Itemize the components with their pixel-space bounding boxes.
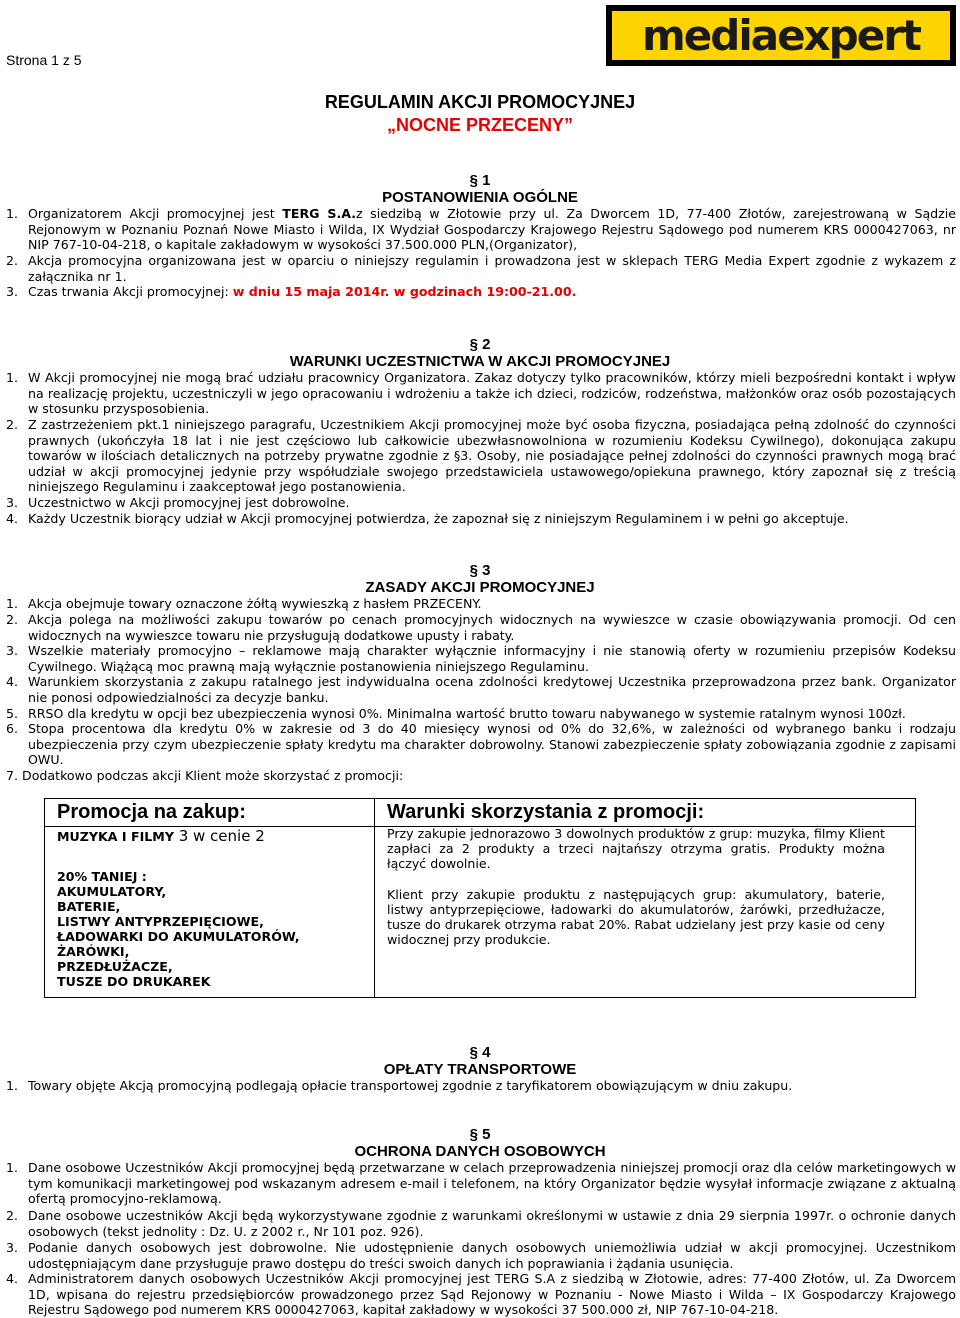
discount-line: BATERIE, bbox=[57, 899, 121, 914]
section-2-symbol: § 2 bbox=[469, 336, 491, 353]
s1-p1-company: TERG S.A. bbox=[282, 206, 357, 221]
s2-item-3 bbox=[6, 495, 956, 511]
promotion-table bbox=[44, 798, 916, 998]
s5-p4-text: Administratorem danych osobowych Uczestników Akcji promocyjnej jest TERG S.A z siedzibą w Złotowie, adres: 77-400 Złotów, ul. Za Dworcem 1D, wpisana do rejestru przedsiębiorców prowadzonego przez Sąd Rejonowy w Poznaniu - Nowe Miasto i Wilda – IX Gospodarczy Krajowego Rejestru Sądowego pod numerem KRS 0000427063, kapitał zakładowy w wysokości 37 500.000 zł, NIP 767-10-04-218. bbox=[28, 1271, 956, 1317]
section-3-symbol: § 3 bbox=[469, 562, 491, 579]
s5-p3-text: Podanie danych osobowych jest dobrowolne. Nie udostępnienie danych osobowych uniemożliwia udział w akcji promocyjnej. Uczestnikom udostępniającym dane przysługuje prawo dostępu do treści swoich danych ich poprawiania i żądania usunięcia. bbox=[28, 1240, 956, 1271]
s2-p4-text: Każdy Uczestnik biorący udział w Akcji promocyjnej potwierdza, że zapoznał się z niniejszym Regulaminem i w pełni go akceptuje. bbox=[28, 511, 849, 526]
table-header-conditions: Warunki skorzystania z promocji: bbox=[387, 801, 705, 823]
item-number: 2. bbox=[6, 612, 19, 627]
table-cell-music-films bbox=[57, 827, 367, 846]
s1-item-3 bbox=[6, 284, 956, 300]
s3-item-2 bbox=[6, 612, 956, 643]
s3-p2-text: Akcja polega na możliwości zakupu towarów po cenach promocyjnych widocznych na wywieszce w czasie obowiązywania promocji. Od cen widocznych na wywieszce towaru nie przysługują dodatkowe upusty i rabaty. bbox=[28, 612, 956, 643]
logo-text: mediaexpert bbox=[642, 11, 920, 60]
section-1-symbol: § 1 bbox=[469, 172, 491, 189]
s2-p3-text: Uczestnictwo w Akcji promocyjnej jest dobrowolne. bbox=[28, 495, 350, 510]
s3-item-7 bbox=[6, 768, 956, 784]
section-3-title: ZASADY AKCJI PROMOCYJNEJ bbox=[365, 579, 595, 596]
discount-line: PRZEDŁUŻACZE, bbox=[57, 959, 173, 974]
s1-p2-text: Akcja promocyjna organizowana jest w oparciu o niniejszy regulamin i prowadzona jest w sklepach TERG Media Expert zgodnie z wykazem z załącznika nr 1. bbox=[28, 253, 956, 284]
s1-item-2 bbox=[6, 253, 956, 284]
mediaexpert-logo bbox=[606, 5, 956, 66]
item-number: 1. bbox=[6, 370, 19, 385]
s2-item-1 bbox=[6, 370, 956, 417]
item-number: 3. bbox=[6, 643, 19, 658]
item-number: 4. bbox=[6, 511, 19, 526]
document-subtitle: „NOCNE PRZECENY” bbox=[386, 115, 574, 135]
s4-item-1 bbox=[6, 1078, 956, 1094]
s5-item-4 bbox=[6, 1271, 956, 1318]
table-cell-discount-groups bbox=[57, 869, 367, 989]
s4-p1-text: Towary objęte Akcją promocyjną podlegają opłacie transportowej zgodnie z taryfikatorem obowiązującym w dniu zakupu. bbox=[28, 1078, 793, 1093]
s3-p5-text: RRSO dla kredytu w opcji bez ubezpieczenia wynosi 0%. Minimalna wartość brutto towaru nabywanego w systemie ratalnym wynosi 100zł. bbox=[28, 706, 906, 721]
item-number: 5. bbox=[6, 706, 19, 721]
s3-p3-text: Wszelkie materiały promocyjno – reklamowe mają charakter wyłącznie informacyjny i nie stanowią oferty w rozumieniu przepisów Kodeksu Cywilnego. Wiążącą moc prawną mają wyłącznie postanowienia niniejszego Regulaminu. bbox=[28, 643, 956, 674]
s3-p7-text: 7. Dodatkowo podczas akcji Klient może skorzystać z promocji: bbox=[6, 768, 404, 783]
s3-p6-text: Stopa procentowa dla kredytu 0% w zakresie od 3 do 40 miesięcy wynosi od 0% do 32,6%, w zależności od wybranego banku i rodzaju ubezpieczenia przy czym ubezpieczenie spłaty kredytu ma charakter dobrowolny. Stanowi zabezpieczenie spłaty zobowiązania zgodnie z zapisami OWU. bbox=[28, 721, 956, 767]
section-4-title: OPŁATY TRANSPORTOWE bbox=[383, 1061, 577, 1078]
s2-p2-text: Z zastrzeżeniem pkt.1 niniejszego paragrafu, Uczestnikiem Akcji promocyjnej może być osoba fizyczna, posiadająca pełną zdolność do czynności prawnych (ukończyła 18 lat i nie jest częściowo lub całkowicie ubezwłasnowolniona w rozumieniu Kodeksu Cywilnego), dokonująca zakupu towarów w ilościach detalicznych na potrzeby prywatne zgodnie z §3. Osoby, nie posiadające pełnej zdolności do czynności prawnych mogą brać udział w akcji promocyjnej jedynie przy współudziale swojego przedstawiciela ustawowego/opiekuna prawnego, który zapoznał się z treścią niniejszego Regulaminu i zaakceptował jego postanowienia. bbox=[28, 417, 956, 494]
discount-line: LISTWY ANTYPRZEPIĘCIOWE, bbox=[57, 914, 264, 929]
discount-line: ŻARÓWKI, bbox=[57, 944, 130, 959]
item-number: 3. bbox=[6, 495, 19, 510]
s1-p1-text-a: Organizatorem Akcji promocyjnej jest bbox=[28, 206, 283, 221]
s3-item-1 bbox=[6, 596, 956, 612]
item-number: 6. bbox=[6, 721, 19, 736]
discount-line: 20% TANIEJ : bbox=[57, 869, 147, 884]
s1-p3-text: Czas trwania Akcji promocyjnej: bbox=[28, 284, 233, 299]
s2-p1-text: W Akcji promocyjnej nie mogą brać udziału pracownicy Organizatora. Zakaz dotyczy tylko pracowników, którzy mieli bezpośredni kontakt i wpływ na realizację projektu, uczestniczyli w jego opracowaniu i wdrożeniu a także ich dzieci, rodziców, rodzeństwa, małżonków oraz osób pozostających w stosunku przysposobienia. bbox=[28, 370, 956, 416]
table-header-promo: Promocja na zakup: bbox=[57, 801, 246, 823]
s5-p1-text: Dane osobowe Uczestników Akcji promocyjnej będą przetwarzane w celach przeprowadzenia niniejszej promocji oraz dla celów marketingowych w tym komunikacji marketingowej pod wskazanym adresem e-mail i telefonem, na który Organizator będzie wysyłał informacje związane z aktualną ofertą promocyjno-reklamową. bbox=[28, 1160, 956, 1206]
item-number: 1. bbox=[6, 206, 19, 221]
s1-p1-text-c: z siedzibą w Złotowie przy ul. Za Dworcem 1D, 77-400 Złotów, zarejestrowaną w Sądzie Rejonowym w Poznaniu Poznań Nowe Miasto i Wilda, IX Wydział Gospodarczy Krajowego Rejestru Sądowego pod numerem KRS 0000427063, nr NIP 767-10-04-218, o kapitale zakładowym w wysokości 37.500.000 PLN,(Organizator), bbox=[28, 206, 957, 252]
item-number: 3. bbox=[6, 1240, 19, 1255]
discount-line: TUSZE DO DRUKAREK bbox=[57, 974, 211, 989]
document-title: REGULAMIN AKCJI PROMOCYJNEJ bbox=[324, 92, 636, 112]
s5-item-2 bbox=[6, 1208, 956, 1239]
s3-p4-text: Warunkiem skorzystania z zakupu ratalnego jest indywidualna ocena zdolności kredytowej Uczestnika przeprowadzona przez bank. Organizator nie ponosi odpowiedzialności za decyzje banku. bbox=[28, 674, 956, 705]
s5-item-3 bbox=[6, 1240, 956, 1271]
table-cell-music-films-conditions: Przy zakupie jednorazowo 3 dowolnych produktów z grup: muzyka, filmy Klient zapłaci za 2 produkty a trzeci najtańszy otrzyma gratis. Produkty można łączyć dowolnie. bbox=[387, 826, 885, 871]
section-2-title: WARUNKI UCZESTNICTWA W AKCJI PROMOCYJNEJ bbox=[289, 353, 671, 370]
item-number: 2. bbox=[6, 253, 19, 268]
section-5-title: OCHRONA DANYCH OSOBOWYCH bbox=[354, 1143, 606, 1160]
item-number: 1. bbox=[6, 1078, 19, 1093]
item-number: 1. bbox=[6, 1160, 19, 1175]
s5-item-1 bbox=[6, 1160, 956, 1207]
item-number: 3. bbox=[6, 284, 19, 299]
music-films-label: MUZYKA I FILMY bbox=[57, 829, 174, 844]
s1-p3-date: w dniu 15 maja 2014r. w godzinach 19:00-21.00. bbox=[232, 284, 577, 299]
section-1-title: POSTANOWIENIA OGÓLNE bbox=[382, 189, 578, 206]
table-cell-discount-conditions: Klient przy zakupie produktu z następujących grup: akumulatory, baterie, listwy antyprzepięciowe, ładowarki do akumulatorów, żarówki, przedłużacze, tusze do drukarek otrzyma rabat 20%. Rabat udzielany jest przy kasie od ceny widocznej przy produkcie. bbox=[387, 887, 885, 947]
music-films-offer: 3 w cenie 2 bbox=[173, 827, 265, 845]
page-number: Strona 1 z 5 bbox=[6, 52, 82, 68]
s3-item-6 bbox=[6, 721, 956, 768]
discount-line: AKUMULATORY, bbox=[57, 884, 167, 899]
s3-p1-text: Akcja obejmuje towary oznaczone żółtą wywieszką z hasłem PRZECENY. bbox=[28, 596, 482, 611]
section-4-symbol: § 4 bbox=[469, 1044, 491, 1061]
item-number: 2. bbox=[6, 417, 19, 432]
s3-item-4 bbox=[6, 674, 956, 705]
item-number: 1. bbox=[6, 596, 19, 611]
table-divider bbox=[374, 799, 375, 997]
discount-line: ŁADOWARKI DO AKUMULATORÓW, bbox=[57, 929, 300, 944]
item-number: 4. bbox=[6, 674, 19, 689]
s3-item-5 bbox=[6, 706, 956, 722]
item-number: 4. bbox=[6, 1271, 19, 1286]
s1-item-1 bbox=[6, 206, 956, 253]
section-5-symbol: § 5 bbox=[469, 1126, 491, 1143]
s5-p2-text: Dane osobowe uczestników Akcji będą wykorzystywane zgodnie z warunkami określonymi w ustawie z dnia 29 sierpnia 1997r. o ochronie danych osobowych (tekst jednolity : Dz. U. z 2002 r., Nr 101 poz. 926). bbox=[28, 1208, 956, 1239]
s3-item-3 bbox=[6, 643, 956, 674]
s2-item-4 bbox=[6, 511, 956, 527]
s2-item-2 bbox=[6, 417, 956, 495]
item-number: 2. bbox=[6, 1208, 19, 1223]
